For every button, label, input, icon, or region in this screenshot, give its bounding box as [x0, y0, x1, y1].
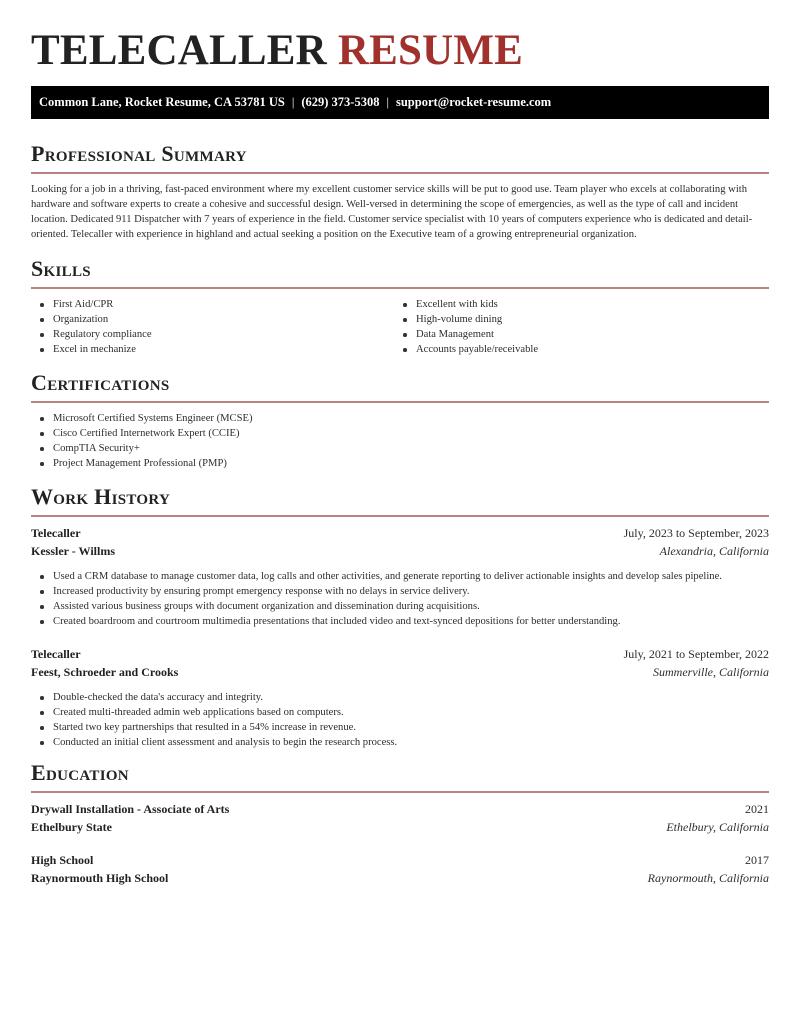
- section-heading-education: Education: [31, 760, 129, 785]
- skill-item: First Aid/CPR: [31, 297, 394, 312]
- job-title: Telecaller: [31, 647, 81, 661]
- job-dates: July, 2021 to September, 2022: [623, 647, 769, 661]
- certification-item: Cisco Certified Internetwork Expert (CCIE): [31, 426, 769, 441]
- job-bullet: Used a CRM database to manage customer data, log calls and other activities, and generate reporting to deliver actionable insights and develop sales pipeline.: [31, 569, 769, 584]
- skills-column-left: [31, 297, 394, 357]
- job-bullet: Created multi-threaded admin web applications based on computers.: [31, 705, 769, 720]
- skill-item: Regulatory compliance: [31, 327, 394, 342]
- section-heading-skills: Skills: [31, 256, 91, 281]
- resume-title: [31, 27, 523, 75]
- skill-item: Accounts payable/receivable: [394, 342, 757, 357]
- summary-text: Looking for a job in a thriving, fast-paced environment where my excellent customer service skills will be put to good use. Team player who excels at collaborating with hardware and software experts to create a cohesive and successful design. Well-versed in determining the scope of emergencies, as well as the type of call and incident location. Dedicated 911 Dispatcher with 7 years of experience in the field. Customer service specialist with 10 years of computers experience who is dedicated and detail-oriented. Telecaller with experience in highland and actual seeking a position on the Executive team of a growing entrepreneurial organization.: [31, 184, 753, 240]
- education-entry: [31, 853, 769, 889]
- section-heading-work-history: Work History: [31, 484, 171, 509]
- section-divider: [31, 172, 769, 174]
- education-section: [31, 760, 769, 889]
- job-bullet: Double-checked the data's accuracy and integrity.: [31, 690, 769, 705]
- job-bullet: Created boardroom and courtroom multimedia presentations that included video and text-synced depositions for better understanding.: [31, 614, 769, 629]
- job-company: Feest, Schroeder and Crooks: [31, 665, 179, 679]
- skill-item: Data Management: [394, 327, 757, 342]
- contact-bar: [31, 86, 769, 119]
- section-heading-summary: Professional Summary: [31, 141, 247, 166]
- skill-item: High-volume dining: [394, 312, 757, 327]
- contact-address: Common Lane, Rocket Resume, CA 53781 US: [39, 95, 285, 109]
- education-degree: High School: [31, 853, 94, 867]
- job-location: Summerville, California: [653, 665, 769, 679]
- certification-item: CompTIA Security+: [31, 441, 769, 456]
- skills-grid: [31, 297, 769, 357]
- job-company: Kessler - Willms: [31, 544, 115, 558]
- job-bullets: [31, 569, 769, 629]
- certification-item: Project Management Professional (PMP): [31, 456, 769, 471]
- title-primary: TELECALLER: [31, 27, 327, 74]
- section-divider: [31, 515, 769, 517]
- contact-separator: |: [291, 95, 295, 109]
- certification-item: Microsoft Certified Systems Engineer (MCSE): [31, 411, 769, 426]
- section-heading-certifications: Certifications: [31, 370, 170, 395]
- education-degree: Drywall Installation - Associate of Arts: [31, 802, 230, 816]
- job-entry: [31, 647, 769, 750]
- job-dates: July, 2023 to September, 2023: [623, 526, 769, 540]
- education-entry: [31, 802, 769, 838]
- education-location: Raynormouth, California: [647, 871, 769, 885]
- summary-section: [31, 141, 769, 242]
- job-bullet: Started two key partnerships that resulted in a 54% increase in revenue.: [31, 720, 769, 735]
- skills-section: [31, 256, 769, 357]
- job-bullet: Increased productivity by ensuring prompt emergency response with no delays in service delivery.: [31, 584, 769, 599]
- work-history-section: [31, 484, 769, 750]
- section-divider: [31, 287, 769, 289]
- certifications-list: [31, 411, 769, 471]
- education-school: Raynormouth High School: [31, 871, 169, 885]
- education-school: Ethelbury State: [31, 820, 112, 834]
- job-bullet: Conducted an initial client assessment and analysis to begin the research process.: [31, 735, 769, 750]
- section-divider: [31, 401, 769, 403]
- education-year: 2021: [745, 802, 769, 816]
- section-divider: [31, 791, 769, 793]
- contact-phone[interactable]: (629) 373-5308: [301, 95, 380, 109]
- job-title: Telecaller: [31, 526, 81, 540]
- skills-column-right: [394, 297, 757, 357]
- job-bullet: Assisted various business groups with document organization and dissemination during acquisitions.: [31, 599, 769, 614]
- skill-item: Excellent with kids: [394, 297, 757, 312]
- job-location: Alexandria, California: [659, 544, 769, 558]
- contact-email[interactable]: support@rocket-resume.com: [395, 95, 552, 109]
- education-location: Ethelbury, California: [666, 820, 769, 834]
- contact-separator: |: [386, 95, 389, 109]
- job-entry: [31, 526, 769, 629]
- title-accent: RESUME: [337, 27, 524, 74]
- job-bullets: [31, 690, 769, 750]
- skill-item: Organization: [31, 312, 394, 327]
- education-year: 2017: [745, 853, 769, 867]
- skill-item: Excel in mechanize: [31, 342, 394, 357]
- certifications-section: [31, 370, 769, 471]
